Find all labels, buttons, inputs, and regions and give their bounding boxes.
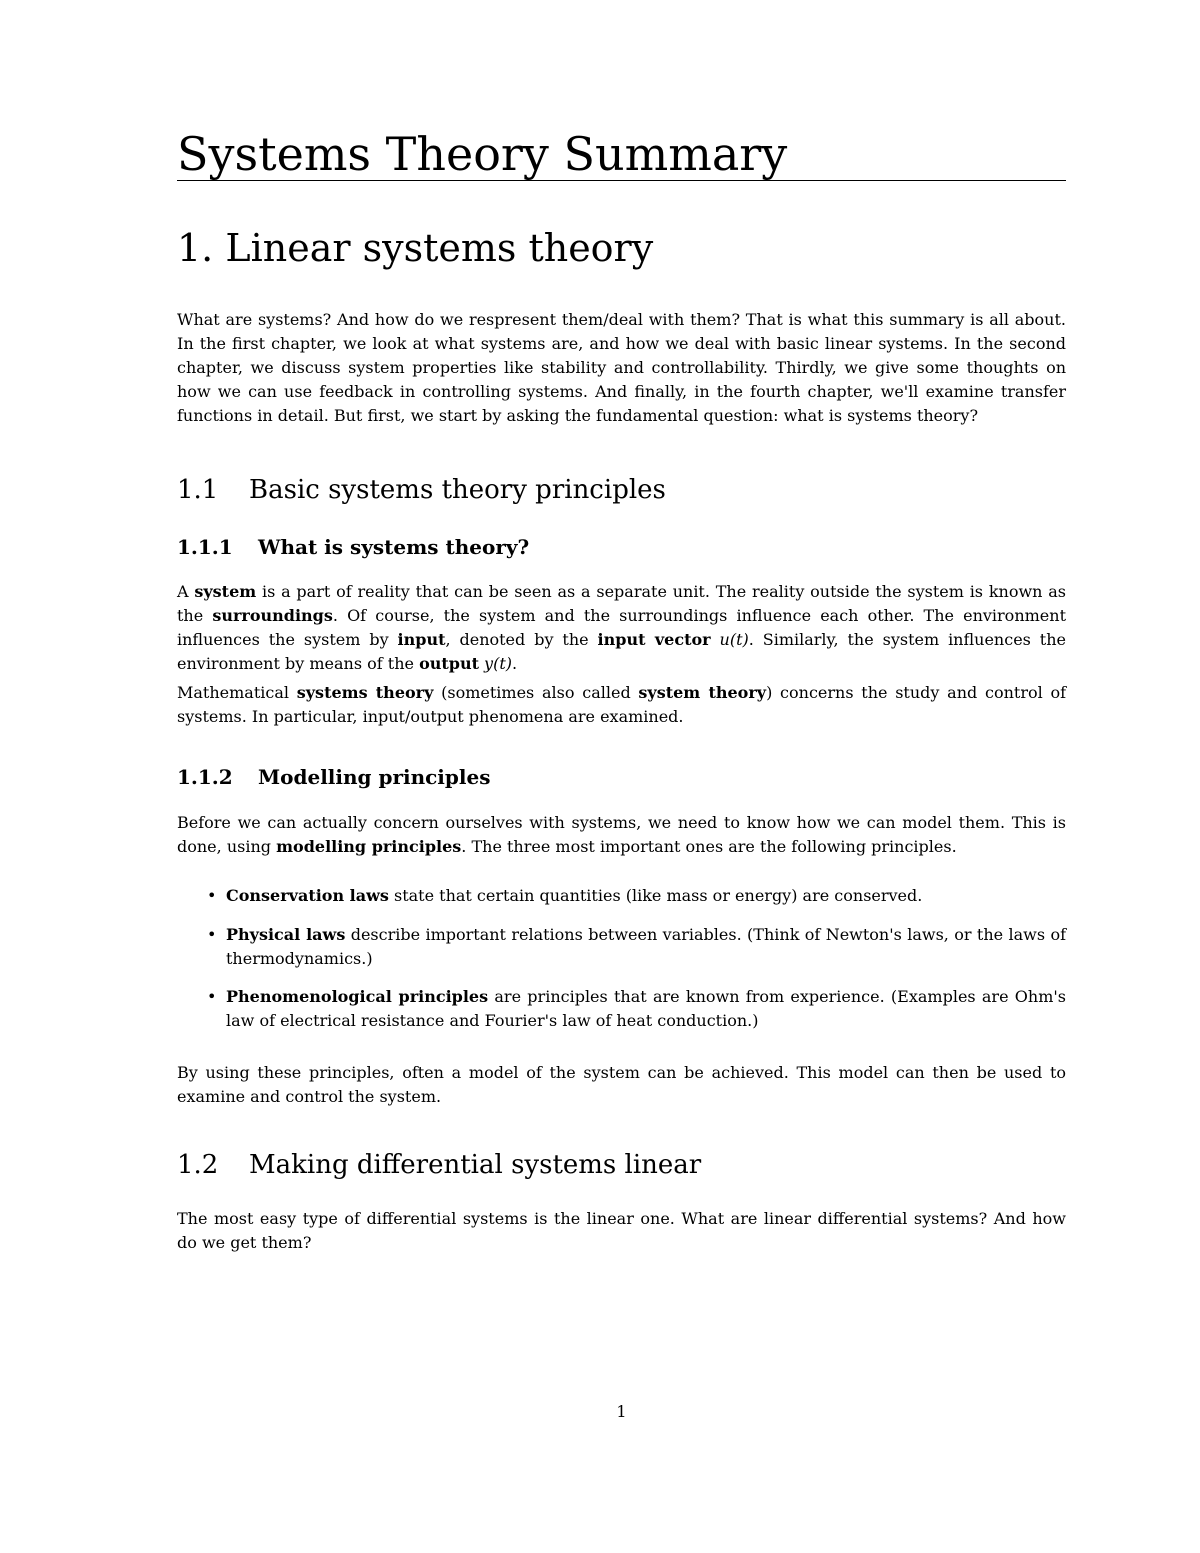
- term-systems-theory: systems theory: [296, 683, 434, 702]
- document-title: Systems Theory Summary: [177, 128, 1066, 181]
- math-output-vector: y(t): [478, 654, 513, 673]
- bullet-icon: •: [207, 987, 217, 1006]
- subsection-title: Modelling principles: [258, 765, 491, 789]
- section-heading-1-2: [177, 1149, 701, 1181]
- bullet-icon: •: [207, 886, 217, 905]
- subsection-number: 1.1.1: [177, 535, 233, 559]
- math-input-vector: u(t): [710, 630, 749, 649]
- section-number: 1.1: [177, 475, 219, 505]
- bullet-icon: •: [207, 925, 217, 944]
- subsection-heading-1-1-2: [177, 764, 490, 790]
- section-heading-1-1: [177, 474, 666, 506]
- intro-paragraph: What are systems? And how do we respresent them/deal with them? That is what this summary is all about. In the first chapter, we look at what systems are, and how we deal with basic linear systems. In the second chapter, we discuss system properties like stability and controllability. Thirdly, we give some thoughts on how we can use feedback in controlling systems. And finally, in the fourth chapter, we'll examine transfer functions in detail. But first, we start by asking the fundamental question: what is systems theory?: [177, 310, 1066, 425]
- term-output: output: [419, 654, 479, 673]
- systems-theory-paragraph: Mathematical systems theory (sometimes also called system theory) concerns the study and control of systems. In particular, input/output phenomena are examined.: [177, 683, 1067, 726]
- term-surroundings: surroundings: [212, 606, 333, 625]
- chapter-title: Linear systems theory: [225, 226, 654, 270]
- modelling-conclusion-paragraph: By using these principles, often a model of the system can be achieved. This model can then be used to examine and control the system.: [177, 1063, 1066, 1106]
- list-item: • Phenomenological principles are principles that are known from experience. (Examples are Ohm's law of electrical resistance and Fourier's law of heat conduction.): [207, 987, 1067, 1030]
- system-definition-paragraph: A system is a part of reality that can be seen as a separate unit. The reality outside the system is known as the surroundings. Of course, the system and the surroundings influence each other. The environment influences the system by input, denoted by the input vector u(t). Similarly, the system influences the environment by means of the output y(t).: [177, 582, 1067, 673]
- section-title: Basic systems theory principles: [249, 475, 666, 505]
- section-number: 1.2: [177, 1150, 219, 1180]
- subsection-number: 1.1.2: [177, 765, 233, 789]
- chapter-heading: [177, 224, 653, 272]
- term-input-vector: input vector: [597, 630, 711, 649]
- subsection-title: What is systems theory?: [258, 535, 530, 559]
- term-system: system: [194, 582, 257, 601]
- term-modelling-principles: modelling principles: [276, 837, 462, 856]
- list-item: • Physical laws describe important relations between variables. (Think of Newton's laws, or the laws of thermodynamics.): [207, 925, 1067, 968]
- modelling-intro-paragraph: Before we can actually concern ourselves with systems, we need to know how we can model them. This is done, using modelling principles. The three most important ones are the following principles.: [177, 813, 1066, 856]
- linear-systems-paragraph: The most easy type of differential systems is the linear one. What are linear differential systems? And how do we get them?: [177, 1209, 1066, 1252]
- chapter-number: 1.: [177, 226, 214, 270]
- term-system-theory: system theory: [638, 683, 767, 702]
- section-title: Making differential systems linear: [249, 1150, 702, 1180]
- principles-list: [177, 884, 1066, 1033]
- subsection-heading-1-1-1: [177, 534, 529, 560]
- page-number: 1: [616, 1402, 627, 1421]
- list-item: • Conservation laws state that certain quantities (like mass or energy) are conserved.: [177, 884, 1066, 908]
- term-input: input: [397, 630, 446, 649]
